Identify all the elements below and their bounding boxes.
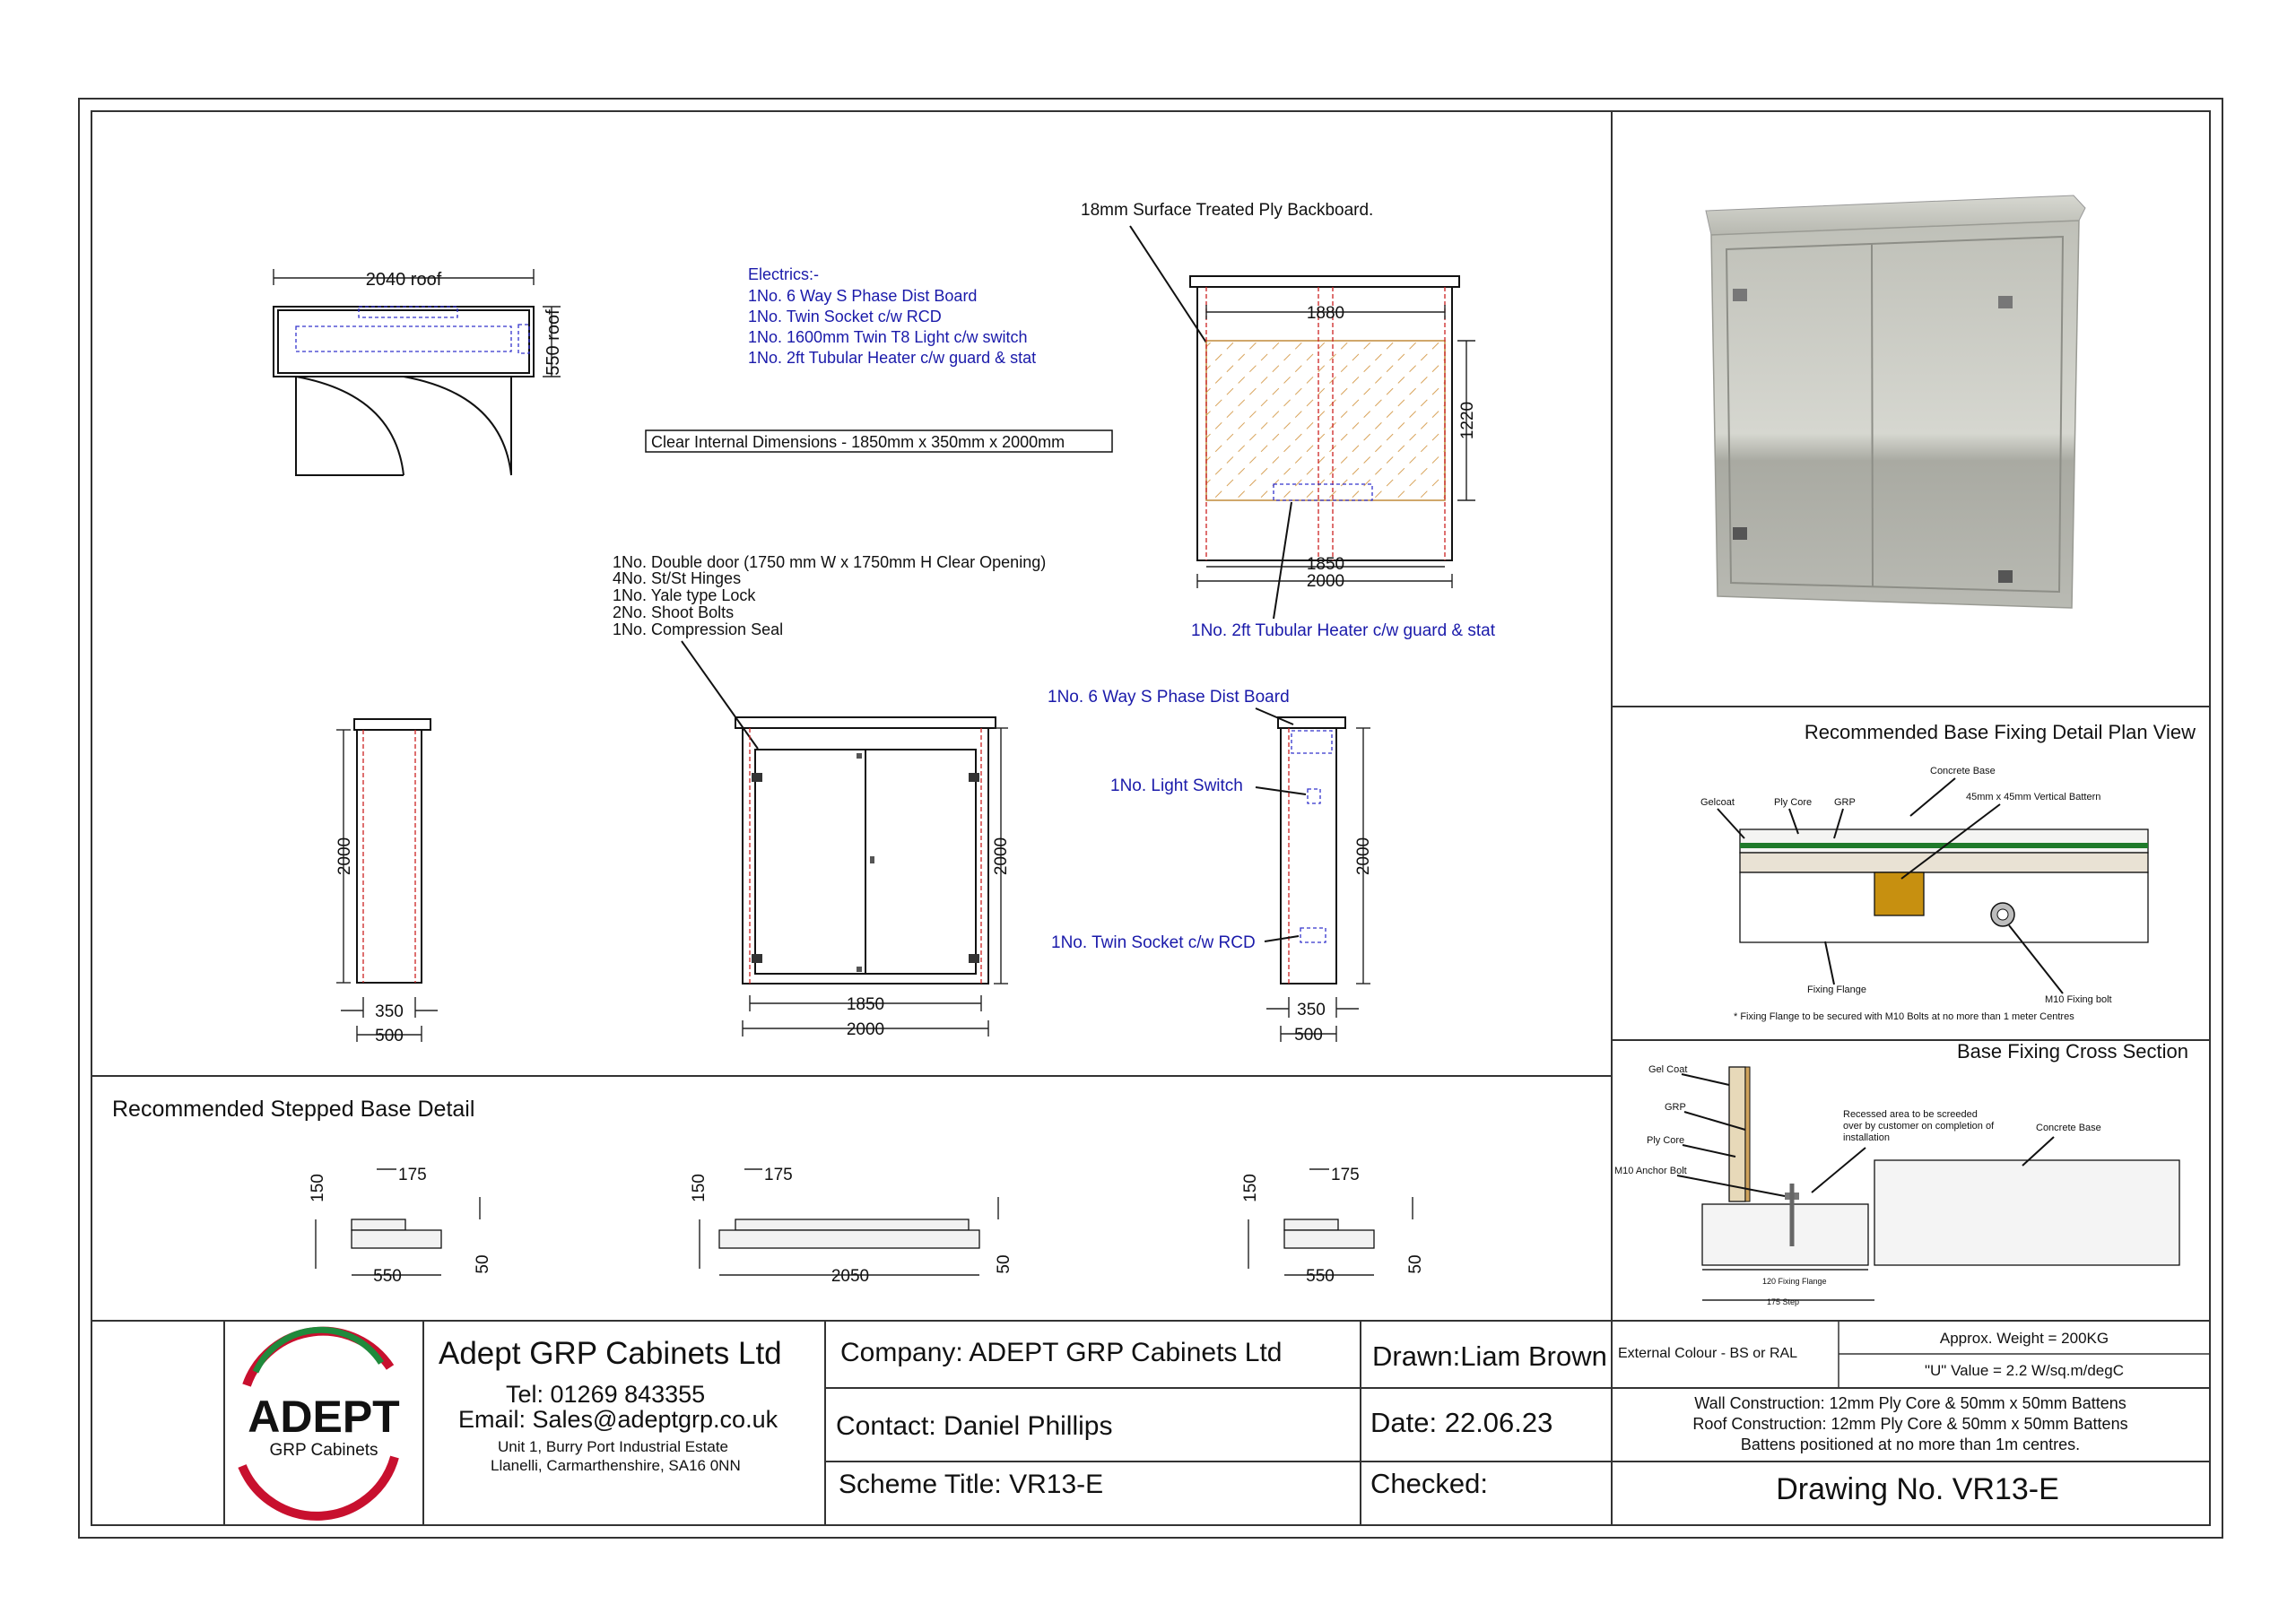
scheme-title-field: Scheme Title: VR13-E	[839, 1470, 1104, 1499]
clear-internal-dimensions: Clear Internal Dimensions - 1850mm x 350mm x 2000mm	[651, 433, 1065, 451]
wall-construction: Wall Construction: 12mm Ply Core & 50mm x 50mm Battens	[1694, 1394, 2126, 1412]
backboard-width-2000: 2000	[1306, 572, 1345, 591]
stepped-width: 550	[1306, 1267, 1335, 1286]
stepped-depth: 50	[1406, 1254, 1425, 1274]
stepped-base-1	[309, 1166, 492, 1286]
label-fixing-flange: 120 Fixing Flange	[1762, 1277, 1827, 1286]
label-gelcoat: Gelcoat	[1700, 797, 1735, 808]
backboard-elevation	[1081, 201, 1496, 640]
label-grp: GRP	[1665, 1102, 1686, 1113]
side-width-350: 350	[375, 1002, 404, 1021]
side-height-label: 2000	[335, 837, 354, 876]
internal-height-label: 2000	[1354, 837, 1373, 876]
label-recess: Recessed area to be screeded	[1843, 1109, 1978, 1120]
stepped-depth: 50	[474, 1254, 492, 1274]
plan-view-note: * Fixing Flange to be secured with M10 Bolts at no more than 1 meter Centres	[1734, 1011, 2074, 1022]
side-width-500: 500	[375, 1027, 404, 1045]
label-recess: installation	[1843, 1132, 1890, 1143]
company-address: Unit 1, Burry Port Industrial Estate	[498, 1438, 728, 1455]
company-tel: Tel: 01269 843355	[506, 1381, 706, 1408]
label-ply-core: Ply Core	[1647, 1135, 1685, 1146]
date-field: Date: 22.06.23	[1370, 1407, 1553, 1438]
plan-view	[274, 269, 563, 475]
company-name: Adept GRP Cabinets Ltd	[439, 1336, 782, 1371]
drawn-by-field: Drawn:Liam Brown	[1372, 1340, 1607, 1372]
company-logo	[242, 1330, 400, 1516]
stepped-height: 150	[1241, 1174, 1260, 1202]
twin-socket-label: 1No. Twin Socket c/w RCD	[1051, 933, 1256, 952]
company-email: Email: Sales@adeptgrp.co.uk	[458, 1406, 778, 1433]
door-spec-list	[613, 553, 1046, 749]
electrics-item: 1No. 6 Way S Phase Dist Board	[748, 287, 978, 305]
stepped-width: 550	[373, 1267, 402, 1286]
label-concrete-base: Concrete Base	[2036, 1123, 2101, 1133]
internal-width-350: 350	[1297, 1001, 1326, 1019]
label-batten: 45mm x 45mm Vertical Battern	[1966, 792, 2101, 802]
logo-subtext: GRP Cabinets	[269, 1441, 378, 1460]
title-block	[224, 1321, 2210, 1525]
plan-view-title: Recommended Base Fixing Detail Plan View	[1804, 721, 2196, 743]
stepped-base-3	[1241, 1166, 1425, 1286]
electrics-item: 1No. 1600mm Twin T8 Light c/w switch	[748, 328, 1028, 346]
door-spec-item: 4No. St/St Hinges	[613, 569, 742, 587]
plan-width-label: 2040 roof	[365, 270, 442, 290]
cross-section-title: Base Fixing Cross Section	[1957, 1040, 2188, 1063]
backboard-width-1880: 1880	[1306, 304, 1345, 323]
u-value: "U" Value = 2.2 W/sq.m/degC	[1925, 1362, 2124, 1379]
label-grp: GRP	[1834, 797, 1856, 808]
stepped-step: 175	[764, 1166, 793, 1184]
door-spec-item: 1No. Yale type Lock	[613, 586, 756, 604]
label-fixing-flange: Fixing Flange	[1807, 984, 1867, 995]
stepped-height: 150	[690, 1174, 709, 1202]
batten-spacing: Battens positioned at no more than 1m centres.	[1740, 1436, 2081, 1453]
internal-width-500: 500	[1294, 1026, 1323, 1045]
logo-text: ADEPT	[248, 1392, 400, 1442]
stepped-depth: 50	[995, 1254, 1013, 1274]
label-m10-bolt: M10 Fixing bolt	[2045, 994, 2112, 1005]
electrics-item: 1No. Twin Socket c/w RCD	[748, 308, 942, 325]
plan-depth-label: 550 roof	[544, 309, 563, 376]
label-step: 175 Step	[1767, 1297, 1800, 1306]
internal-side-elevation	[1048, 688, 1373, 1045]
electrics-title: Electrics:-	[748, 265, 820, 283]
door-spec-item: 2No. Shoot Bolts	[613, 603, 735, 621]
company-address: Llanelli, Carmarthenshire, SA16 0NN	[491, 1457, 741, 1474]
stepped-width: 2050	[831, 1267, 870, 1286]
approx-weight: Approx. Weight = 200KG	[1939, 1330, 2109, 1347]
label-ply-core: Ply Core	[1774, 797, 1813, 808]
door-spec-item: 1No. Double door (1750 mm W x 1750mm H Clear Opening)	[613, 553, 1047, 571]
front-height-label: 2000	[992, 837, 1011, 876]
front-elevation	[735, 717, 1011, 1039]
stepped-base-2	[690, 1166, 1013, 1286]
drawing-number: Drawing No. VR13-E	[1776, 1472, 2059, 1506]
stepped-step: 175	[1331, 1166, 1360, 1184]
door-spec-item: 1No. Compression Seal	[613, 620, 784, 638]
side-elevation	[335, 719, 438, 1045]
label-recess: over by customer on completion of	[1843, 1121, 1995, 1132]
dist-board-label: 1No. 6 Way S Phase Dist Board	[1048, 688, 1290, 707]
electrics-list	[748, 265, 1036, 367]
base-fixing-plan-view	[1700, 721, 2196, 1022]
roof-construction: Roof Construction: 12mm Ply Core & 50mm x 50mm Battens	[1692, 1415, 2128, 1433]
front-width-1850: 1850	[846, 995, 885, 1014]
stepped-height: 150	[309, 1174, 327, 1202]
stepped-step: 175	[398, 1166, 427, 1184]
backboard-label: 18mm Surface Treated Ply Backboard.	[1081, 201, 1374, 220]
label-gel-coat: Gel Coat	[1648, 1064, 1688, 1075]
light-switch-label: 1No. Light Switch	[1110, 776, 1243, 795]
company-field: Company: ADEPT GRP Cabinets Ltd	[840, 1338, 1283, 1367]
electrics-item: 1No. 2ft Tubular Heater c/w guard & stat	[748, 349, 1037, 367]
backboard-height-1220: 1220	[1458, 401, 1477, 440]
label-anchor-bolt: M10 Anchor Bolt	[1614, 1166, 1687, 1176]
external-colour: External Colour - BS or RAL	[1618, 1346, 1798, 1361]
stepped-base-title: Recommended Stepped Base Detail	[112, 1097, 475, 1122]
heater-label: 1No. 2ft Tubular Heater c/w guard & stat	[1191, 621, 1496, 640]
base-fixing-cross-section	[1614, 1040, 2188, 1306]
contact-field: Contact: Daniel Phillips	[836, 1411, 1113, 1441]
front-width-2000: 2000	[846, 1020, 885, 1039]
backboard-width-1850: 1850	[1306, 555, 1345, 574]
checked-field: Checked:	[1370, 1468, 1488, 1499]
cabinet-render-image	[1706, 195, 2085, 608]
label-concrete-base: Concrete Base	[1930, 766, 1996, 776]
